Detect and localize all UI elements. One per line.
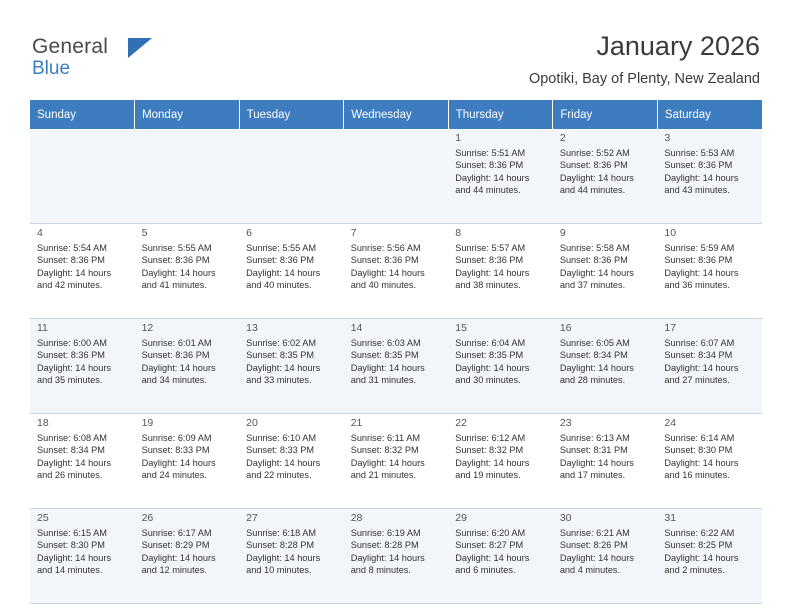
day-detail-line: Sunset: 8:36 PM [559,255,628,266]
weekday-header-saturday: Saturday [657,100,762,129]
calendar-day-cell[interactable] [448,129,553,224]
day-detail-line: and 43 minutes. [664,185,730,196]
day-detail-line: Daylight: 14 hours [664,457,739,468]
page-title: January 2026 [596,31,760,61]
calendar-day-cell[interactable] [30,509,135,604]
calendar-day-cell[interactable] [448,414,553,509]
day-detail-line: Sunset: 8:36 PM [664,255,733,266]
day-number: 28 [350,512,363,524]
day-number: 23 [559,417,572,429]
day-detail-line: Daylight: 14 hours [664,552,739,563]
day-number: 22 [455,417,467,429]
day-detail-line: Sunrise: 6:15 AM [37,527,107,538]
day-detail-line: Sunrise: 6:13 AM [559,432,630,443]
calendar-day-cell[interactable] [30,224,135,319]
day-detail-line: Daylight: 14 hours [350,362,425,373]
day-detail-line: Sunset: 8:34 PM [559,350,628,361]
day-detail-line: Daylight: 14 hours [246,362,321,373]
day-detail-line: Sunrise: 6:10 AM [246,432,317,443]
day-detail-line: Sunrise: 5:51 AM [455,147,526,158]
day-detail-line: Sunset: 8:31 PM [559,445,628,456]
day-detail-line: and 10 minutes. [246,565,312,576]
calendar-day-cell[interactable] [448,224,553,319]
day-detail-line: Sunrise: 6:04 AM [455,337,526,348]
day-detail-line: Sunset: 8:36 PM [455,255,524,266]
day-detail-line: Sunrise: 6:14 AM [664,432,735,443]
calendar-week-row [30,319,762,414]
day-detail-line: Sunset: 8:29 PM [141,540,210,551]
day-detail-line: Sunset: 8:26 PM [559,540,628,551]
day-detail-line: and 38 minutes. [455,280,521,291]
day-number: 1 [455,132,462,144]
day-detail-line: Sunrise: 6:22 AM [664,527,735,538]
day-detail-line: Sunset: 8:36 PM [141,255,210,266]
day-detail-line: and 26 minutes. [37,470,103,481]
day-number: 19 [141,417,154,429]
calendar-day-cell[interactable] [135,319,240,414]
day-detail-line: Sunset: 8:35 PM [246,350,315,361]
day-detail-line: Sunrise: 6:18 AM [246,527,317,538]
day-detail-line: Daylight: 14 hours [246,457,321,468]
calendar-day-cell[interactable] [657,224,762,319]
day-detail-line: and 14 minutes. [37,565,103,576]
day-detail-line: Sunset: 8:35 PM [455,350,524,361]
day-detail-line: and 28 minutes. [559,375,626,386]
day-detail-line: Daylight: 14 hours [37,552,112,563]
day-detail-line: and 35 minutes. [37,375,103,386]
calendar-day-cell[interactable] [553,319,658,414]
day-detail-line: Sunrise: 6:11 AM [350,432,420,443]
day-detail-line: and 19 minutes. [455,470,521,481]
day-number: 7 [350,227,357,239]
day-detail-line: Daylight: 14 hours [664,267,739,278]
day-detail-line: Sunset: 8:36 PM [37,255,105,266]
day-detail-line: Sunset: 8:34 PM [664,350,733,361]
day-detail-line: Daylight: 14 hours [246,267,321,278]
day-detail-line: Daylight: 14 hours [350,552,425,563]
day-number: 30 [559,512,572,524]
day-detail-line: Sunset: 8:34 PM [37,445,105,456]
day-detail-line: and 24 minutes. [141,470,207,481]
day-detail-line: and 21 minutes. [350,470,417,481]
day-number: 11 [37,322,48,334]
day-detail-line: Sunset: 8:30 PM [664,445,733,456]
day-number: 27 [246,512,258,524]
day-detail-line: Daylight: 14 hours [455,172,530,183]
day-detail-line: Daylight: 14 hours [37,362,112,373]
day-detail-line: and 34 minutes. [141,375,207,386]
day-detail-line: Sunrise: 6:02 AM [246,337,317,348]
calendar-day-cell[interactable] [657,509,762,604]
day-detail-line: Daylight: 14 hours [246,552,321,563]
day-number: 20 [246,417,258,429]
weekday-header-tuesday: Tuesday [239,100,344,129]
day-detail-line: Sunrise: 6:09 AM [141,432,212,443]
day-detail-line: and 12 minutes. [141,565,207,576]
calendar-day-cell[interactable] [344,319,449,414]
calendar-week-row [30,509,762,604]
day-detail-line: Sunrise: 5:55 AM [246,242,317,253]
calendar-week-row [30,414,762,509]
calendar-week-row [30,129,762,224]
day-detail-line: Daylight: 14 hours [350,457,425,468]
day-detail-line: Sunrise: 5:54 AM [37,242,107,253]
day-detail-line: and 40 minutes. [350,280,417,291]
day-detail-line: Sunrise: 5:52 AM [559,147,630,158]
day-number: 13 [246,322,258,334]
calendar-day-cell[interactable] [657,414,762,509]
day-detail-line: and 30 minutes. [455,375,521,386]
calendar-cell-empty [135,129,240,224]
calendar-day-cell[interactable] [657,129,762,224]
day-detail-line: Sunset: 8:35 PM [350,350,419,361]
day-detail-line: and 8 minutes. [350,565,411,576]
day-detail-line: Daylight: 14 hours [141,552,216,563]
day-detail-line: Sunrise: 5:55 AM [141,242,212,253]
day-detail-line: Sunset: 8:32 PM [350,445,419,456]
day-detail-line: Sunrise: 6:20 AM [455,527,526,538]
day-detail-line: Daylight: 14 hours [455,267,530,278]
day-detail-line: and 44 minutes. [455,185,521,196]
calendar-day-cell[interactable] [553,414,658,509]
day-detail-line: Sunset: 8:36 PM [246,255,315,266]
day-detail-line: and 44 minutes. [559,185,626,196]
calendar-day-cell[interactable] [30,414,135,509]
day-detail-line: and 2 minutes. [664,565,725,576]
day-number: 4 [37,227,43,239]
calendar-day-cell[interactable] [448,509,553,604]
calendar-cell-empty [239,129,344,224]
day-number: 8 [455,227,462,239]
day-detail-line: and 41 minutes. [141,280,207,291]
day-detail-line: Daylight: 14 hours [141,457,216,468]
day-detail-line: Sunrise: 5:59 AM [664,242,735,253]
day-detail-line: and 4 minutes. [559,565,621,576]
day-number: 12 [141,322,154,334]
weekday-header-sunday: Sunday [30,100,135,129]
calendar-day-cell[interactable] [30,319,135,414]
day-detail-line: Sunrise: 5:58 AM [559,242,630,253]
day-detail-line: Sunset: 8:36 PM [37,350,105,361]
location-subtitle: Opotiki, Bay of Plenty, New Zealand [528,71,760,87]
day-detail-line: Daylight: 14 hours [559,457,634,468]
day-detail-line: and 22 minutes. [246,470,312,481]
day-number: 18 [37,417,49,429]
day-detail-line: Daylight: 14 hours [455,552,530,563]
weekday-header-wednesday: Wednesday [344,100,449,129]
day-detail-line: Sunrise: 6:05 AM [559,337,630,348]
day-number: 16 [559,322,572,334]
calendar-day-cell[interactable] [448,319,553,414]
day-number: 26 [141,512,154,524]
day-number: 6 [246,227,252,239]
day-detail-line: Daylight: 14 hours [37,457,112,468]
day-detail-line: Sunrise: 6:21 AM [559,527,630,538]
calendar-day-cell[interactable] [553,129,658,224]
day-number: 21 [350,417,363,429]
day-detail-line: Sunrise: 6:17 AM [141,527,212,538]
calendar-day-cell[interactable] [135,414,240,509]
calendar-day-cell[interactable] [135,509,240,604]
calendar-cell-empty [344,129,449,224]
flag-icon [128,38,152,58]
weekday-header-thursday: Thursday [448,100,553,129]
calendar-day-cell[interactable] [239,414,344,509]
calendar-day-cell[interactable] [239,319,344,414]
day-detail-line: Daylight: 14 hours [455,362,530,373]
day-detail-line: and 33 minutes. [246,375,312,386]
weekday-header-row [30,100,762,129]
day-detail-line: Sunset: 8:36 PM [455,160,524,171]
day-detail-line: Sunrise: 5:57 AM [455,242,526,253]
day-detail-line: Daylight: 14 hours [664,172,739,183]
calendar-day-cell[interactable] [344,509,449,604]
day-detail-line: Sunrise: 6:03 AM [350,337,421,348]
day-detail-line: and 27 minutes. [664,375,730,386]
weekday-header-monday: Monday [135,100,240,129]
day-detail-line: and 37 minutes. [559,280,626,291]
day-number: 9 [559,227,566,239]
calendar-day-cell[interactable] [553,509,658,604]
day-detail-line: Sunset: 8:28 PM [246,540,315,551]
calendar-cell-empty [30,129,135,224]
day-detail-line: Sunrise: 6:08 AM [37,432,107,443]
day-detail-line: Daylight: 14 hours [141,362,216,373]
day-detail-line: Daylight: 14 hours [559,552,634,563]
day-detail-line: and 16 minutes. [664,470,730,481]
day-detail-line: Sunset: 8:36 PM [559,160,628,171]
day-number: 24 [664,417,677,429]
day-detail-line: Sunset: 8:36 PM [350,255,419,266]
day-detail-line: Sunrise: 6:19 AM [350,527,421,538]
day-detail-line: Sunset: 8:33 PM [246,445,315,456]
day-detail-line: Sunset: 8:30 PM [37,540,105,551]
calendar-day-cell[interactable] [657,319,762,414]
calendar-day-cell[interactable] [344,414,449,509]
title-block [529,30,760,87]
page-header [30,22,762,94]
calendar-day-cell[interactable] [239,224,344,319]
day-detail-line: Sunset: 8:32 PM [455,445,524,456]
calendar-day-cell[interactable] [553,224,658,319]
day-detail-line: Sunrise: 5:53 AM [664,147,735,158]
day-detail-line: Daylight: 14 hours [559,267,634,278]
day-number: 3 [664,132,671,144]
day-detail-line: Sunset: 8:36 PM [141,350,210,361]
calendar-day-cell[interactable] [239,509,344,604]
day-number: 10 [664,227,677,239]
day-detail-line: and 40 minutes. [246,280,312,291]
day-number: 14 [350,322,363,334]
day-detail-line: Sunrise: 6:07 AM [664,337,735,348]
day-detail-line: and 6 minutes. [455,565,516,576]
day-detail-line: Sunrise: 6:12 AM [455,432,526,443]
day-detail-line: Sunset: 8:25 PM [664,540,733,551]
day-number: 2 [559,132,566,144]
day-detail-line: and 31 minutes. [350,375,417,386]
calendar-week-row [30,224,762,319]
day-number: 25 [37,512,49,524]
day-detail-line: Sunrise: 6:01 AM [141,337,212,348]
calendar-day-cell[interactable] [344,224,449,319]
day-detail-line: Sunset: 8:33 PM [141,445,210,456]
logo[interactable] [32,36,252,92]
day-detail-line: Daylight: 14 hours [350,267,425,278]
day-detail-line: Daylight: 14 hours [664,362,739,373]
day-detail-line: Daylight: 14 hours [559,172,634,183]
logo-text-blue: Blue [32,58,71,79]
calendar-table [30,100,762,604]
day-number: 5 [141,227,148,239]
day-detail-line: Daylight: 14 hours [455,457,530,468]
day-detail-line: and 17 minutes. [559,470,626,481]
day-number: 17 [664,322,677,334]
weekday-header-friday: Friday [553,100,658,129]
logo-text-general: General [32,35,109,58]
day-detail-line: Daylight: 14 hours [141,267,216,278]
day-detail-line: Sunset: 8:27 PM [455,540,524,551]
day-detail-line: Daylight: 14 hours [37,267,112,278]
day-detail-line: Sunset: 8:28 PM [350,540,419,551]
day-detail-line: Daylight: 14 hours [559,362,634,373]
day-detail-line: and 36 minutes. [664,280,730,291]
day-detail-line: Sunrise: 5:56 AM [350,242,421,253]
day-number: 15 [455,322,467,334]
day-number: 31 [664,512,677,524]
day-detail-line: and 42 minutes. [37,280,103,291]
day-number: 29 [455,512,467,524]
calendar-day-cell[interactable] [135,224,240,319]
day-detail-line: Sunrise: 6:00 AM [37,337,107,348]
day-detail-line: Sunset: 8:36 PM [664,160,733,171]
